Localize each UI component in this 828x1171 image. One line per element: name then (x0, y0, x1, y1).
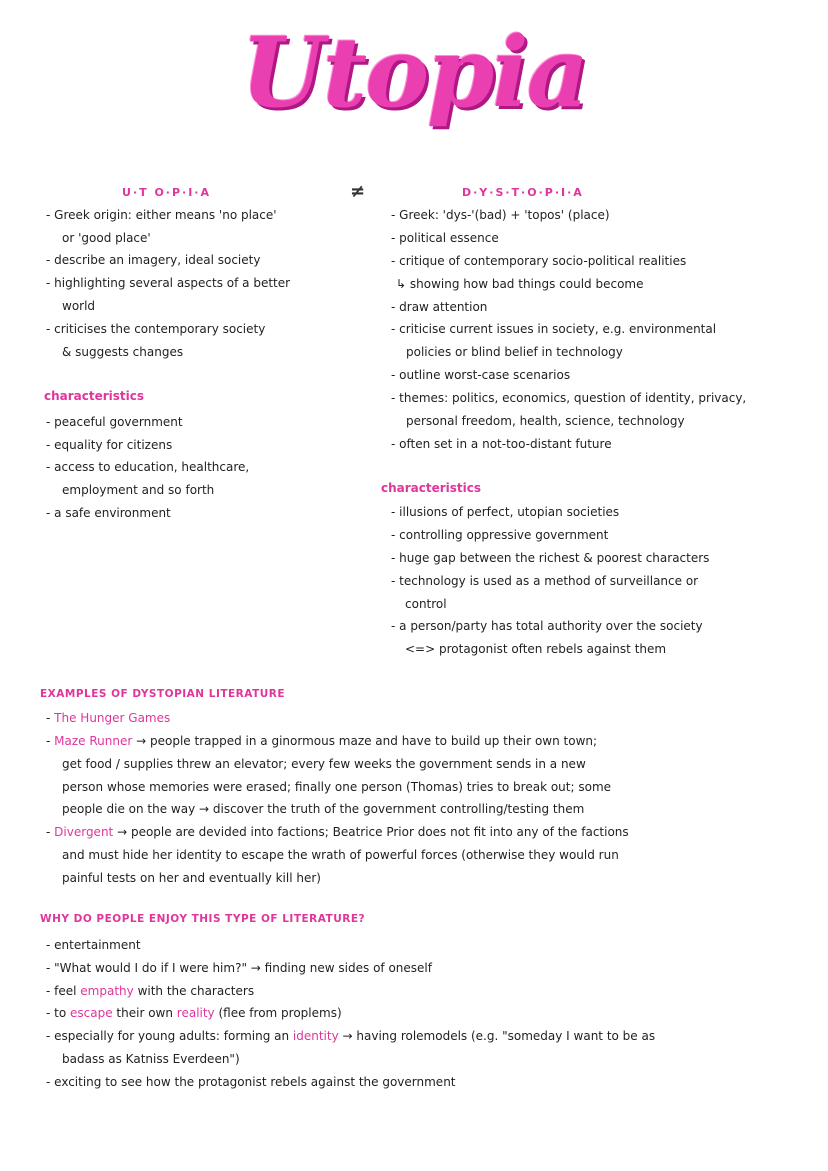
utopia-characteristic: - equality for citizens (46, 438, 173, 452)
dystopia-characteristic: - illusions of perfect, utopian societies (391, 505, 620, 519)
dystopia-characteristic: <=> protagonist often rebels against them (405, 642, 667, 656)
dystopia-characteristic: - technology is used as a method of surveillance or (391, 574, 699, 588)
utopia-line: & suggests changes (62, 345, 184, 359)
utopia-heading: U·T O·P·I·A (122, 186, 211, 199)
divergent-text: and must hide her identity to escape the wrath of powerful forces (otherwise they would run (62, 848, 619, 862)
dystopia-characteristic: - huge gap between the richest & poorest characters (391, 551, 710, 565)
why-line: - especially for young adults: forming an identity → having rolemodels (e.g. "someday I want to be as (46, 1029, 656, 1043)
utopia-characteristic: - access to education, healthcare, (46, 460, 250, 474)
utopia-line: - Greek origin: either means 'no place' (46, 208, 277, 222)
why-line: - feel empathy with the characters (46, 984, 255, 998)
dystopia-line: ↳ showing how bad things could become (396, 277, 644, 291)
dystopia-characteristic: - controlling oppressive government (391, 528, 609, 542)
utopia-line: world (62, 299, 96, 313)
dystopia-line: - political essence (391, 231, 499, 245)
maze-runner-text: people die on the way → discover the truth of the government controlling/testing them (62, 802, 585, 816)
why-line: - entertainment (46, 938, 141, 952)
dystopia-characteristic: control (405, 597, 447, 611)
dystopia-line: - often set in a not-too-distant future (391, 437, 612, 451)
dystopia-line: - critique of contemporary socio-political realities (391, 254, 687, 268)
hunger-games-title: The Hunger Games (54, 711, 171, 725)
divergent-text: → people are devided into factions; Beatrice Prior does not fit into any of the factions (117, 825, 629, 839)
why-heading: WHY DO PEOPLE ENJOY THIS TYPE OF LITERATURE? (40, 913, 366, 925)
why-line: - "What would I do if I were him?" → finding new sides of oneself (46, 961, 432, 975)
empathy-word: empathy (80, 984, 134, 998)
dystopia-line: policies or blind belief in technology (406, 345, 623, 359)
maze-runner-title: Maze Runner (54, 734, 133, 748)
example-hunger-games: - The Hunger Games (46, 711, 171, 725)
example-divergent: - Divergent → people are devided into factions; Beatrice Prior does not fit into any of the factions (46, 825, 629, 839)
divergent-title: Divergent (54, 825, 114, 839)
page-title: Utopia (241, 16, 587, 129)
dystopia-line: - outline worst-case scenarios (391, 368, 571, 382)
utopia-line: or 'good place' (62, 231, 151, 245)
escape-word: escape (70, 1006, 113, 1020)
why-line: - to escape their own reality (flee from proplems) (46, 1006, 342, 1020)
maze-runner-text: get food / supplies threw an elevator; every few weeks the government sends in a new (62, 757, 586, 771)
dystopia-line: - themes: politics, economics, question of identity, privacy, (391, 391, 747, 405)
utopia-characteristic: - peaceful government (46, 415, 183, 429)
dystopia-line: - Greek: 'dys-'(bad) + 'topos' (place) (391, 208, 610, 222)
utopia-characteristic: - a safe environment (46, 506, 171, 520)
utopia-characteristic: employment and so forth (62, 483, 215, 497)
dystopia-heading: D·Y·S·T·O·P·I·A (462, 186, 584, 199)
maze-runner-text: person whose memories were erased; finally one person (Thomas) tries to break out; some (62, 780, 612, 794)
dystopia-characteristic: - a person/party has total authority over the society (391, 619, 703, 633)
utopia-characteristics-heading: characteristics (44, 389, 145, 403)
dystopia-characteristics-heading: characteristics (381, 481, 482, 495)
why-line: badass as Katniss Everdeen") (62, 1052, 240, 1066)
example-maze-runner: - Maze Runner → people trapped in a ginormous maze and have to build up their own town; (46, 734, 598, 748)
identity-word: identity (292, 1029, 339, 1043)
utopia-line: - describe an imagery, ideal society (46, 253, 261, 267)
why-line: - exciting to see how the protagonist rebels against the government (46, 1075, 456, 1089)
utopia-line: - highlighting several aspects of a better (46, 276, 291, 290)
dystopia-line: - draw attention (391, 300, 488, 314)
divergent-text: painful tests on her and eventually kill her) (62, 871, 321, 885)
maze-runner-text: → people trapped in a ginormous maze and have to build up their own town; (136, 734, 598, 748)
dystopia-line: - criticise current issues in society, e.g. environmental (391, 322, 717, 336)
utopia-line: - criticises the contemporary society (46, 322, 266, 336)
not-equal-symbol: ≠ (350, 181, 366, 202)
examples-heading: EXAMPLES OF DYSTOPIAN LITERATURE (40, 688, 286, 700)
reality-word: reality (176, 1006, 215, 1020)
dystopia-line: personal freedom, health, science, technology (406, 414, 685, 428)
